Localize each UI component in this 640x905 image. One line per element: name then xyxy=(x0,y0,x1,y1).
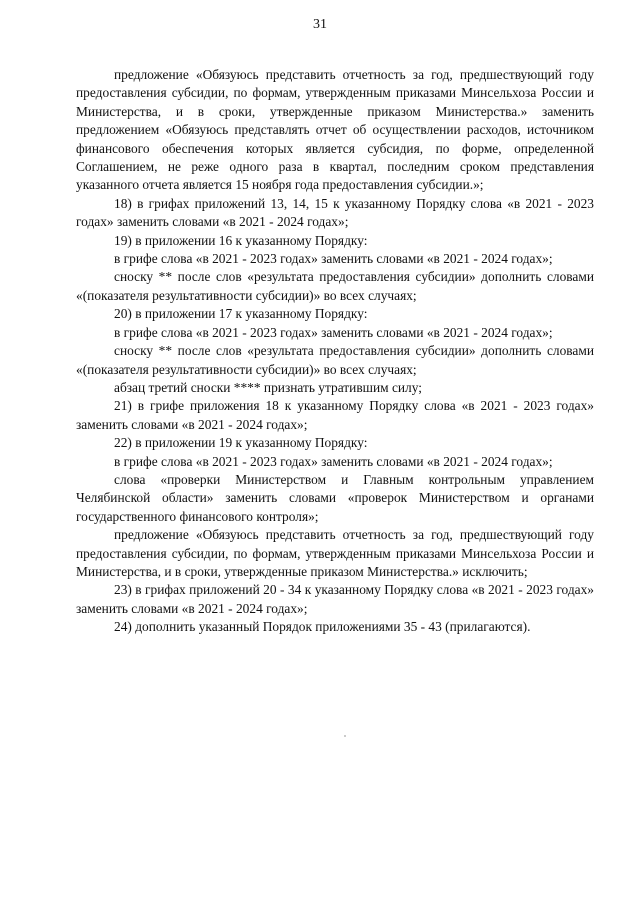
paragraph-12: в грифе слова «в 2021 - 2023 годах» заменить словами «в 2021 - 2024 годах»; xyxy=(114,453,553,469)
scan-speck xyxy=(344,735,346,737)
paragraph-10: 21) в грифе приложения 18 к указанному Порядку слова «в 2021 - 2023 годах» заменить словами «в 2021 - 2024 годах»; xyxy=(76,398,594,432)
paragraph-7: в грифе слова «в 2021 - 2023 годах» заменить словами «в 2021 - 2024 годах»; xyxy=(114,324,553,340)
paragraph-14: предложение «Обязуюсь представить отчетность за год, предшествующий году предоставления субсидии, по формам, утвержденным приказами Минсельхоза России и Министерства, и в сроки, утвержденные приказом Министерства.» исключить; xyxy=(76,527,594,579)
paragraph-13: слова «проверки Министерством и Главным контрольным управлением Челябинской области» заменить словами «проверок Министерством и органами государственного финансового контроля»; xyxy=(76,471,594,524)
paragraph-8: сноску ** после слов «результата предоставления субсидии» дополнить словами «(показателя результативности субсидии)» во всех случаях; xyxy=(76,343,594,377)
paragraph-11: 22) в приложении 19 к указанному Порядку: xyxy=(114,435,368,451)
paragraph-4: в грифе слова «в 2021 - 2023 годах» заменить словами «в 2021 - 2024 годах»; xyxy=(114,251,553,267)
paragraph-6: 20) в приложении 17 к указанному Порядку: xyxy=(114,306,368,322)
paragraph-2: 18) в грифах приложений 13, 14, 15 к указанному Порядку слова «в 2021 - 2023 годах» заменить словами «в 2021 - 2024 годах»; xyxy=(76,195,594,230)
paragraph-3: 19) в приложении 16 к указанному Порядку: xyxy=(114,232,368,248)
paragraph-1: предложение «Обязуюсь представить отчетность за год, предшествующий году предоставления субсидии, по формам, утвержденным приказами Минсельхоза России и Министерства, и в сроки, утвержденные приказом Министерства.» заменить предложением «Обязуюсь представлять отчет об осуществлении расходов, источником финансового обеспечения которых является субсидия, по форме, определенной Соглашением, не реже одного раза в квартал, последним сроком представления указанного отчета является 15 ноября года предоставления субсидии.»; xyxy=(76,67,594,193)
document-body xyxy=(76,66,594,637)
page-number: 31 xyxy=(313,17,327,32)
paragraph-16: 24) дополнить указанный Порядок приложениями 35 - 43 (прилагаются). xyxy=(114,619,531,635)
paragraph-9: абзац третий сноски **** признать утратившим силу; xyxy=(114,379,422,395)
paragraph-5: сноску ** после слов «результата предоставления субсидии» дополнить словами «(показателя результативности субсидии)» во всех случаях; xyxy=(76,269,594,303)
paragraph-15: 23) в грифах приложений 20 - 34 к указанному Порядку слова «в 2021 - 2023 годах» заменить словами «в 2021 - 2024 годах»; xyxy=(76,582,594,616)
